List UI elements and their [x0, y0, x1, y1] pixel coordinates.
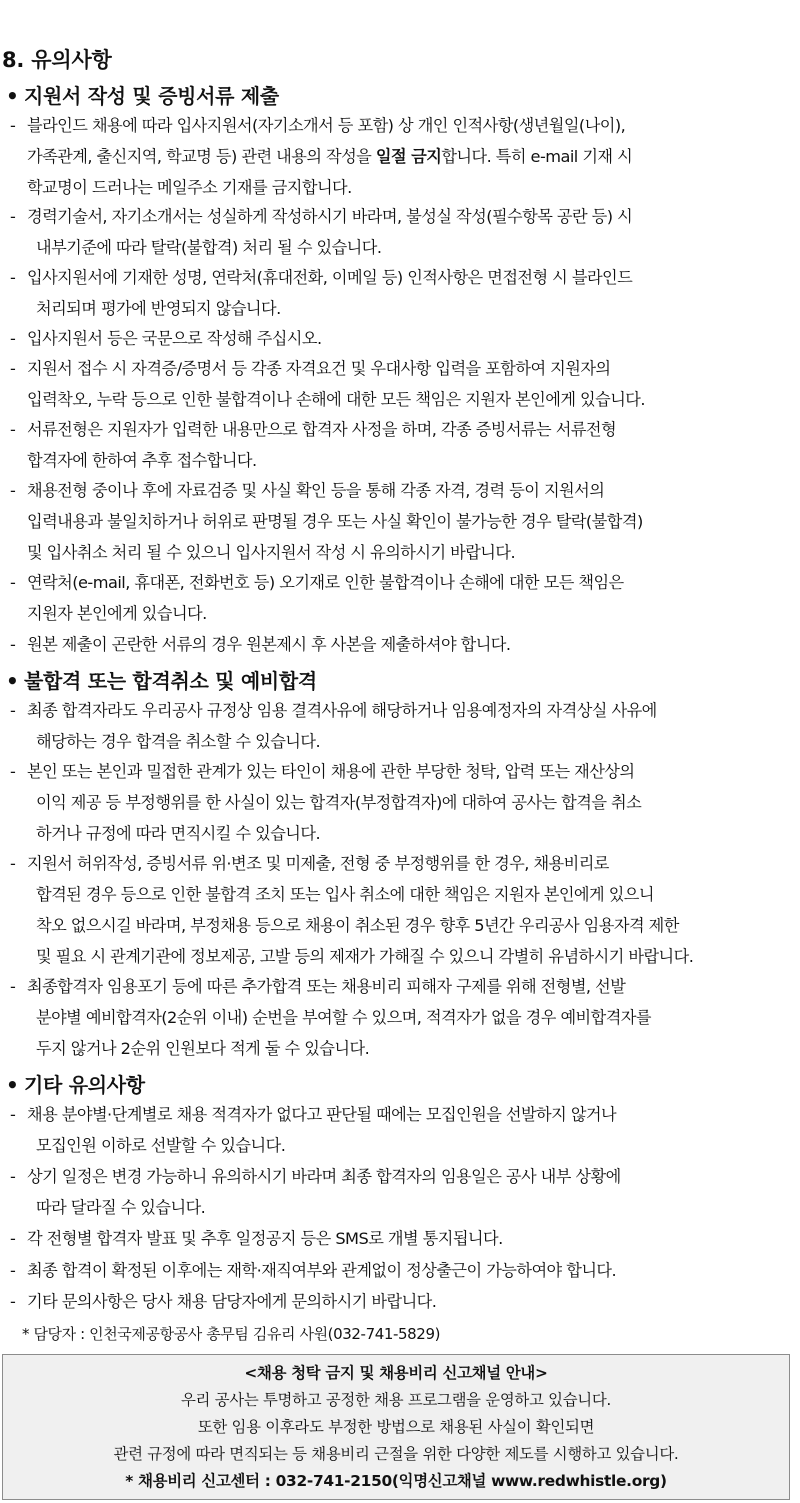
dash-marker: - [10, 977, 16, 996]
dash-marker: - [10, 420, 16, 439]
dash-marker: - [10, 854, 16, 873]
dash-marker: - [10, 1167, 16, 1186]
list-item: - 최종 합격자라도 우리공사 규정상 임용 결격사유에 해당하거나 임용예정자의 자격상실 사유에 해당하는 경우 합격을 취소할 수 있습니다. [10, 696, 800, 758]
heading-text: 지원서 작성 및 증빙서류 제출 [24, 84, 279, 108]
section-title: 8. 유의사항 [2, 48, 112, 72]
notice-line: 우리 공사는 투명하고 공정한 채용 프로그램을 운영하고 있습니다. [180, 1391, 612, 1409]
dash-marker: - [10, 635, 16, 654]
notice-line: 또한 임용 이후라도 부정한 방법으로 채용된 사실이 확인되면 [197, 1418, 595, 1436]
heading-text: 불합격 또는 합격취소 및 예비합격 [24, 669, 317, 693]
list-item: - 입사지원서 등은 국문으로 작성해 주십시오. [10, 324, 800, 355]
list-item: - 지원서 허위작성, 증빙서류 위·변조 및 미제출, 전형 중 부정행위를 한 경우, 채용비리로 합격된 경우 등으로 인한 불합격 조치 또는 입사 취소에 대한 책임은 지원자 본인에게 있으니 착오 없으시길 바라며, 부정채용 등으로 채용이 취소된 경우 향후 5년간 우리공사 임용자격 제한 및 필요 시 관계기관에 정보제공, 고발 등의 제재가 가해질 수 있으니 각별히 유념하시기 바랍니다. [10, 849, 800, 973]
bullet-icon: • [6, 669, 19, 693]
report-center: * 채용비리 신고센터 : 032-741-2150(익명신고채널 www.redwhistle.org) [125, 1472, 667, 1490]
list-item: - 각 전형별 합격자 발표 및 추후 일정공지 등은 SMS로 개별 통지됩니다. [10, 1224, 800, 1255]
notice-box [2, 1354, 790, 1500]
list-item: - 채용 분야별·단계별로 채용 적격자가 없다고 판단될 때에는 모집인원을 선발하지 않거나 모집인원 이하로 선발할 수 있습니다. [10, 1100, 800, 1162]
bullet-icon: • [6, 1073, 19, 1097]
heading-application-documents [6, 80, 279, 109]
contact-note: * 담당자 : 인천국제공항공사 총무팀 김유리 사원(032-741-5829) [22, 1325, 441, 1343]
notice-line: 관련 규정에 따라 면직되는 등 채용비리 근절을 위한 다양한 제도를 시행하고 있습니다. [113, 1445, 679, 1463]
notice-title: <채용 청탁 금지 및 채용비리 신고채널 안내> [244, 1364, 548, 1382]
list-item: - 블라인드 채용에 따라 입사지원서(자기소개서 등 포함) 상 개인 인적사항(생년월일(나이), 가족관계, 출신지역, 학교명 등) 관련 내용의 작성을 일절 금지합니다. 특히 e-mail 기재 시 학교명이 드러나는 메일주소 기재를 금지합니다. [10, 111, 800, 204]
list-item: - 기타 문의사항은 당사 채용 담당자에게 문의하시기 바랍니다. [10, 1287, 800, 1318]
dash-marker: - [10, 207, 16, 226]
heading-disqualification [6, 665, 317, 694]
list-item: - 상기 일정은 변경 가능하니 유의하시기 바라며 최종 합격자의 임용일은 공사 내부 상황에 따라 달라질 수 있습니다. [10, 1162, 800, 1224]
list-item: - 최종 합격이 확정된 이후에는 재학·재직여부와 관계없이 정상출근이 가능하여야 합니다. [10, 1256, 800, 1287]
emphasis-text: 일절 금지 [375, 146, 442, 166]
dash-marker: - [10, 481, 16, 500]
dash-marker: - [10, 1105, 16, 1124]
heading-other-notes [6, 1069, 145, 1098]
list-item: - 경력기술서, 자기소개서는 성실하게 작성하시기 바라며, 불성실 작성(필수항목 공란 등) 시 내부기준에 따라 탈락(불합격) 처리 될 수 있습니다. [10, 202, 800, 264]
dash-marker: - [10, 762, 16, 781]
list-item: - 입사지원서에 기재한 성명, 연락처(휴대전화, 이메일 등) 인적사항은 면접전형 시 블라인드 처리되며 평가에 반영되지 않습니다. [10, 263, 800, 325]
dash-marker: - [10, 1292, 16, 1311]
list-item: - 서류전형은 지원자가 입력한 내용만으로 합격자 사정을 하며, 각종 증빙서류는 서류전형 합격자에 한하여 추후 접수합니다. [10, 415, 800, 477]
dash-marker: - [10, 116, 16, 135]
heading-text: 기타 유의사항 [24, 1073, 145, 1097]
list-item: - 지원서 접수 시 자격증/증명서 등 각종 자격요건 및 우대사항 입력을 포함하여 지원자의 입력착오, 누락 등으로 인한 불합격이나 손해에 대한 모든 책임은 지원자 본인에게 있습니다. [10, 354, 800, 416]
list-item: - 원본 제출이 곤란한 서류의 경우 원본제시 후 사본을 제출하셔야 합니다. [10, 630, 800, 661]
list-item: - 최종합격자 임용포기 등에 따른 추가합격 또는 채용비리 피해자 구제를 위해 전형별, 선발 분야별 예비합격자(2순위 이내) 순번을 부여할 수 있으며, 적격자가 없을 경우 예비합격자를 두지 않거나 2순위 인원보다 적게 둘 수 있습니다. [10, 972, 800, 1065]
bullet-icon: • [6, 84, 19, 108]
list-item: - 본인 또는 본인과 밀접한 관계가 있는 타인이 채용에 관한 부당한 청탁, 압력 또는 재산상의 이익 제공 등 부정행위를 한 사실이 있는 합격자(부정합격자)에 대하여 공사는 합격을 취소 하거나 규정에 따라 면직시킬 수 있습니다. [10, 757, 800, 850]
dash-marker: - [10, 359, 16, 378]
dash-marker: - [10, 329, 16, 348]
dash-marker: - [10, 268, 16, 287]
list-item: - 연락처(e-mail, 휴대폰, 전화번호 등) 오기재로 인한 불합격이나 손해에 대한 모든 책임은 지원자 본인에게 있습니다. [10, 568, 800, 630]
list-item: - 채용전형 중이나 후에 자료검증 및 사실 확인 등을 통해 각종 자격, 경력 등이 지원서의 입력내용과 불일치하거나 허위로 판명될 경우 또는 사실 확인이 불가능한 경우 탈락(불합격) 및 입사취소 처리 될 수 있으니 입사지원서 작성 시 유의하시기 바랍니다. [10, 476, 800, 569]
dash-marker: - [10, 1261, 16, 1280]
dash-marker: - [10, 573, 16, 592]
dash-marker: - [10, 701, 16, 720]
dash-marker: - [10, 1229, 16, 1248]
